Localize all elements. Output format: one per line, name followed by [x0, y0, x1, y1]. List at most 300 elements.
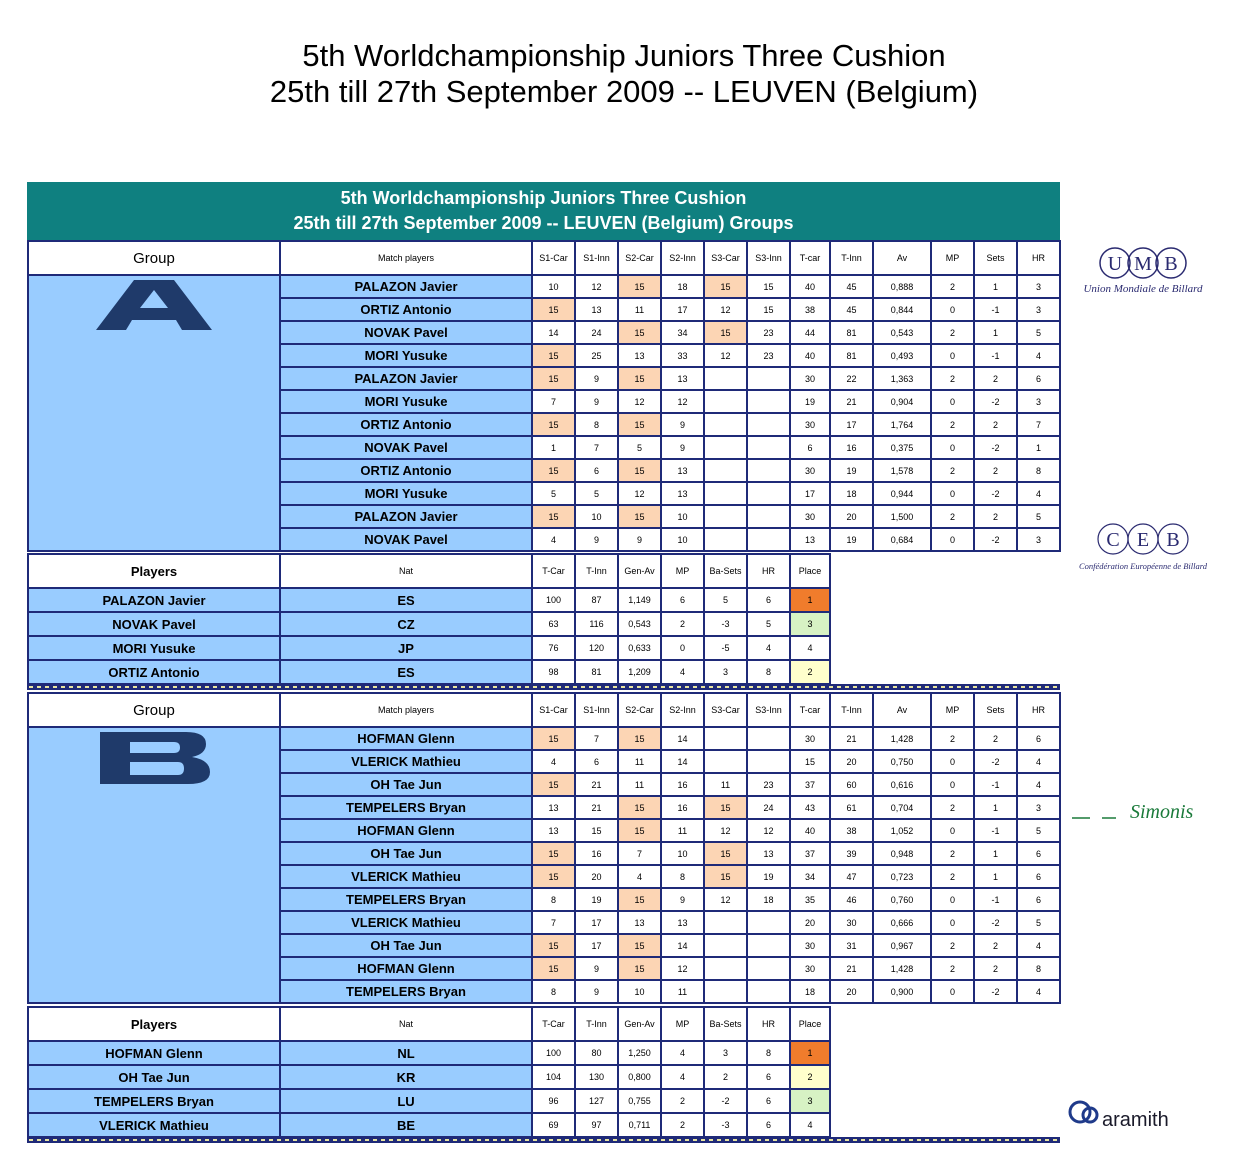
- umb-caption: Union Mondiale de Billard: [1083, 283, 1203, 295]
- standings-player-name: OH Tae Jun: [28, 1065, 280, 1089]
- match-player-name: PALAZON Javier: [280, 505, 532, 528]
- column-header: S1-Inn: [575, 241, 618, 275]
- column-header: MP: [931, 693, 974, 727]
- match-cell-s3i: 15: [747, 275, 790, 298]
- match-cell-ti: 30: [830, 911, 873, 934]
- match-cell-s2c: 15: [618, 819, 661, 842]
- match-cell-s3c: [704, 436, 747, 459]
- match-cell-av: 0,944: [873, 482, 931, 505]
- match-cell-s3c: 12: [704, 888, 747, 911]
- match-cell-tc: 17: [790, 482, 830, 505]
- match-cell-ti: 60: [830, 773, 873, 796]
- standings-row: [28, 1113, 830, 1137]
- match-cell-sets: -2: [974, 482, 1017, 505]
- match-cell-av: 1,764: [873, 413, 931, 436]
- column-header: T-car: [790, 241, 830, 275]
- match-cell-s1i: 17: [575, 911, 618, 934]
- column-header: T-Inn: [830, 241, 873, 275]
- match-cell-av: 0,493: [873, 344, 931, 367]
- match-cell-av: 1,428: [873, 957, 931, 980]
- group-a-match-table: [27, 240, 1061, 552]
- match-cell-s1c: 7: [532, 390, 575, 413]
- match-cell-s1c: 15: [532, 413, 575, 436]
- match-cell-s3i: [747, 505, 790, 528]
- match-cell-s1i: 13: [575, 298, 618, 321]
- match-cell-s1i: 15: [575, 819, 618, 842]
- standings-cell-tc: 96: [532, 1089, 575, 1113]
- aramith-logo: [1068, 1098, 1218, 1126]
- match-cell-hr: 5: [1017, 911, 1060, 934]
- standings-cell-tc: 100: [532, 1041, 575, 1065]
- standings-cell-mp: 2: [661, 1113, 704, 1137]
- column-header: HR: [1017, 241, 1060, 275]
- column-header: T-car: [790, 693, 830, 727]
- standings-row: [28, 636, 830, 660]
- match-cell-s1i: 6: [575, 459, 618, 482]
- standings-row: [28, 588, 830, 612]
- column-header: S2-Inn: [661, 693, 704, 727]
- standings-player-name: NOVAK Pavel: [28, 612, 280, 636]
- match-cell-av: 0,616: [873, 773, 931, 796]
- match-cell-s2i: 13: [661, 459, 704, 482]
- match-cell-hr: 4: [1017, 344, 1060, 367]
- standings-cell-mp: 4: [661, 1065, 704, 1089]
- standings-nat: JP: [280, 636, 532, 660]
- match-player-name: ORTIZ Antonio: [280, 413, 532, 436]
- match-cell-av: 0,888: [873, 275, 931, 298]
- match-cell-s3c: [704, 727, 747, 750]
- match-cell-s3c: [704, 750, 747, 773]
- match-cell-ti: 22: [830, 367, 873, 390]
- group-divider: [27, 684, 1060, 690]
- match-cell-s2i: 8: [661, 865, 704, 888]
- match-cell-tc: 15: [790, 750, 830, 773]
- match-cell-s3i: [747, 482, 790, 505]
- standings-cell-tc: 76: [532, 636, 575, 660]
- standings-row: [28, 660, 830, 684]
- match-cell-hr: 7: [1017, 413, 1060, 436]
- match-cell-s2c: 13: [618, 344, 661, 367]
- match-cell-mp: 2: [931, 413, 974, 436]
- standings-nat: LU: [280, 1089, 532, 1113]
- match-cell-s3c: [704, 459, 747, 482]
- match-cell-s3i: 12: [747, 819, 790, 842]
- match-cell-s3i: [747, 436, 790, 459]
- match-cell-s2i: 12: [661, 390, 704, 413]
- match-cell-s3i: 18: [747, 888, 790, 911]
- match-row: [28, 275, 1060, 298]
- groups-banner: [27, 182, 1060, 240]
- column-header: MP: [661, 554, 704, 588]
- match-cell-ti: 21: [830, 727, 873, 750]
- match-player-name: VLERICK Mathieu: [280, 911, 532, 934]
- column-header: T-Inn: [830, 693, 873, 727]
- match-cell-mp: 0: [931, 298, 974, 321]
- match-cell-ti: 20: [830, 505, 873, 528]
- match-cell-s2c: 15: [618, 459, 661, 482]
- match-cell-sets: -1: [974, 888, 1017, 911]
- match-cell-s1c: 1: [532, 436, 575, 459]
- umb-letter-m: M: [1134, 253, 1152, 275]
- simonis-wordmark: Simonis: [1130, 801, 1194, 823]
- match-cell-s1c: 15: [532, 459, 575, 482]
- standings-cell-tc: 100: [532, 588, 575, 612]
- match-cell-s1i: 6: [575, 750, 618, 773]
- match-cell-ti: 19: [830, 528, 873, 551]
- title-line-2: 25th till 27th September 2009 -- LEUVEN (Belgium): [269, 74, 979, 109]
- match-cell-tc: 40: [790, 344, 830, 367]
- column-header: S3-Inn: [747, 241, 790, 275]
- standings-cell-sets: 3: [704, 1041, 747, 1065]
- match-player-name: MORI Yusuke: [280, 482, 532, 505]
- match-cell-s1i: 9: [575, 528, 618, 551]
- match-cell-s2c: 12: [618, 390, 661, 413]
- column-header: Ba-Sets: [704, 554, 747, 588]
- match-cell-tc: 40: [790, 275, 830, 298]
- match-cell-s3i: 15: [747, 298, 790, 321]
- match-cell-hr: 6: [1017, 842, 1060, 865]
- match-cell-av: 0,967: [873, 934, 931, 957]
- column-header: Place: [790, 554, 830, 588]
- match-cell-s3c: 12: [704, 819, 747, 842]
- match-cell-hr: 3: [1017, 528, 1060, 551]
- match-cell-ti: 21: [830, 390, 873, 413]
- match-player-name: NOVAK Pavel: [280, 528, 532, 551]
- standings-cell-sets: -3: [704, 612, 747, 636]
- match-cell-s2c: 10: [618, 980, 661, 1003]
- match-cell-tc: 19: [790, 390, 830, 413]
- match-cell-tc: 37: [790, 773, 830, 796]
- match-cell-mp: 2: [931, 934, 974, 957]
- standings-cell-ti: 97: [575, 1113, 618, 1137]
- match-cell-s3i: 23: [747, 773, 790, 796]
- match-cell-s2c: 15: [618, 275, 661, 298]
- match-cell-s2c: 15: [618, 957, 661, 980]
- match-cell-s1c: 15: [532, 367, 575, 390]
- match-cell-sets: 2: [974, 505, 1017, 528]
- group-letter-cell: [28, 275, 280, 551]
- match-cell-ti: 81: [830, 344, 873, 367]
- match-cell-hr: 6: [1017, 888, 1060, 911]
- match-player-name: TEMPELERS Bryan: [280, 980, 532, 1003]
- match-player-name: VLERICK Mathieu: [280, 750, 532, 773]
- match-cell-s1i: 21: [575, 796, 618, 819]
- match-cell-s3c: 12: [704, 344, 747, 367]
- match-player-name: OH Tae Jun: [280, 842, 532, 865]
- match-cell-mp: 2: [931, 842, 974, 865]
- standings-place: 1: [790, 1041, 830, 1065]
- match-cell-av: 0,750: [873, 750, 931, 773]
- match-cell-tc: 43: [790, 796, 830, 819]
- standings-cell-hr: 6: [747, 1065, 790, 1089]
- match-cell-ti: 45: [830, 298, 873, 321]
- group-a-letter-icon: [96, 280, 212, 340]
- match-cell-s1i: 9: [575, 390, 618, 413]
- match-cell-sets: 2: [974, 413, 1017, 436]
- column-header: HR: [747, 554, 790, 588]
- standings-cell-mp: 6: [661, 588, 704, 612]
- match-cell-s2i: 9: [661, 436, 704, 459]
- match-cell-mp: 2: [931, 505, 974, 528]
- match-cell-av: 0,900: [873, 980, 931, 1003]
- match-cell-s1c: 15: [532, 842, 575, 865]
- column-header: T-Car: [532, 554, 575, 588]
- match-cell-av: 0,904: [873, 390, 931, 413]
- match-cell-tc: 38: [790, 298, 830, 321]
- match-cell-s1c: 13: [532, 819, 575, 842]
- match-cell-hr: 6: [1017, 367, 1060, 390]
- match-cell-tc: 34: [790, 865, 830, 888]
- match-cell-s3c: [704, 413, 747, 436]
- match-cell-s3i: [747, 528, 790, 551]
- standings-cell-ti: 120: [575, 636, 618, 660]
- match-cell-hr: 4: [1017, 980, 1060, 1003]
- match-cell-s1i: 20: [575, 865, 618, 888]
- match-cell-s3i: [747, 957, 790, 980]
- match-players-header: Match players: [280, 241, 532, 275]
- match-cell-s3c: [704, 911, 747, 934]
- match-cell-sets: -2: [974, 436, 1017, 459]
- match-cell-av: 0,666: [873, 911, 931, 934]
- match-cell-hr: 4: [1017, 482, 1060, 505]
- match-cell-s1i: 9: [575, 957, 618, 980]
- standings-cell-hr: 6: [747, 588, 790, 612]
- match-cell-av: 0,723: [873, 865, 931, 888]
- group-b-standings-table: [27, 1006, 831, 1138]
- match-player-name: MORI Yusuke: [280, 344, 532, 367]
- match-cell-hr: 6: [1017, 865, 1060, 888]
- match-cell-mp: 0: [931, 436, 974, 459]
- match-cell-s3i: [747, 367, 790, 390]
- match-cell-ti: 16: [830, 436, 873, 459]
- match-cell-ti: 61: [830, 796, 873, 819]
- match-cell-s1c: 15: [532, 505, 575, 528]
- match-cell-s2c: 11: [618, 773, 661, 796]
- group-header: Group: [28, 693, 280, 727]
- match-cell-av: 0,704: [873, 796, 931, 819]
- match-cell-mp: 0: [931, 390, 974, 413]
- match-cell-tc: 30: [790, 505, 830, 528]
- match-cell-ti: 17: [830, 413, 873, 436]
- match-cell-av: 0,375: [873, 436, 931, 459]
- standings-cell-tc: 98: [532, 660, 575, 684]
- aramith-wordmark: aramith: [1102, 1109, 1169, 1126]
- match-cell-hr: 3: [1017, 390, 1060, 413]
- match-cell-s3c: 15: [704, 275, 747, 298]
- match-cell-ti: 18: [830, 482, 873, 505]
- match-cell-mp: 2: [931, 865, 974, 888]
- match-cell-s3i: [747, 911, 790, 934]
- match-cell-ti: 20: [830, 750, 873, 773]
- match-cell-hr: 4: [1017, 934, 1060, 957]
- match-cell-s1c: 15: [532, 727, 575, 750]
- group-header: Group: [28, 241, 280, 275]
- column-header: S1-Car: [532, 241, 575, 275]
- match-cell-s1c: 10: [532, 275, 575, 298]
- standings-player-name: ORTIZ Antonio: [28, 660, 280, 684]
- players-header: Players: [28, 554, 280, 588]
- match-cell-sets: 2: [974, 957, 1017, 980]
- match-cell-s2c: 5: [618, 436, 661, 459]
- match-cell-s2i: 10: [661, 505, 704, 528]
- match-cell-av: 1,052: [873, 819, 931, 842]
- column-header: Sets: [974, 241, 1017, 275]
- match-cell-av: 0,948: [873, 842, 931, 865]
- column-header: S2-Car: [618, 693, 661, 727]
- match-cell-s3i: [747, 750, 790, 773]
- match-cell-s1c: 15: [532, 934, 575, 957]
- standings-cell-gav: 0,543: [618, 612, 661, 636]
- group-letter-cell: [28, 727, 280, 1003]
- match-cell-hr: 1: [1017, 436, 1060, 459]
- standings-nat: NL: [280, 1041, 532, 1065]
- match-cell-s3i: 24: [747, 796, 790, 819]
- match-players-header: Match players: [280, 693, 532, 727]
- match-cell-sets: 2: [974, 459, 1017, 482]
- match-cell-mp: 0: [931, 528, 974, 551]
- standings-player-name: MORI Yusuke: [28, 636, 280, 660]
- match-cell-mp: 2: [931, 367, 974, 390]
- match-cell-s2i: 13: [661, 367, 704, 390]
- standings-place: 3: [790, 1089, 830, 1113]
- match-cell-mp: 0: [931, 980, 974, 1003]
- page-title: [0, 38, 1248, 110]
- banner-line-1: 5th Worldchampionship Juniors Three Cushion: [340, 188, 747, 208]
- match-cell-s1c: 8: [532, 980, 575, 1003]
- match-cell-s2i: 14: [661, 750, 704, 773]
- column-header: HR: [747, 1007, 790, 1041]
- match-cell-s1c: 5: [532, 482, 575, 505]
- match-player-name: PALAZON Javier: [280, 275, 532, 298]
- column-header: S3-Car: [704, 693, 747, 727]
- match-cell-s2c: 7: [618, 842, 661, 865]
- match-cell-tc: 30: [790, 413, 830, 436]
- standings-cell-tc: 104: [532, 1065, 575, 1089]
- match-cell-s3c: [704, 367, 747, 390]
- column-header: S3-Inn: [747, 693, 790, 727]
- match-cell-s3c: 12: [704, 298, 747, 321]
- match-cell-s3c: [704, 934, 747, 957]
- match-cell-s1i: 16: [575, 842, 618, 865]
- match-cell-tc: 30: [790, 934, 830, 957]
- column-header: S2-Inn: [661, 241, 704, 275]
- match-player-name: TEMPELERS Bryan: [280, 796, 532, 819]
- group-b-match-table: [27, 692, 1061, 1004]
- group-b-letter-icon: [96, 732, 212, 792]
- column-header: Av: [873, 693, 931, 727]
- standings-cell-ti: 116: [575, 612, 618, 636]
- standings-row: [28, 1089, 830, 1113]
- standings-cell-gav: 1,149: [618, 588, 661, 612]
- match-cell-tc: 6: [790, 436, 830, 459]
- match-cell-s3i: 13: [747, 842, 790, 865]
- standings-place: 2: [790, 660, 830, 684]
- standings-cell-tc: 69: [532, 1113, 575, 1137]
- match-player-name: PALAZON Javier: [280, 367, 532, 390]
- match-cell-s1i: 25: [575, 344, 618, 367]
- standings-cell-sets: 3: [704, 660, 747, 684]
- standings-place: 2: [790, 1065, 830, 1089]
- match-cell-s2i: 16: [661, 796, 704, 819]
- match-cell-s1i: 21: [575, 773, 618, 796]
- standings-cell-mp: 0: [661, 636, 704, 660]
- match-cell-mp: 0: [931, 482, 974, 505]
- match-player-name: OH Tae Jun: [280, 934, 532, 957]
- standings-place: 1: [790, 588, 830, 612]
- standings-cell-gav: 0,755: [618, 1089, 661, 1113]
- match-cell-sets: 1: [974, 796, 1017, 819]
- match-player-name: TEMPELERS Bryan: [280, 888, 532, 911]
- standings-cell-gav: 0,711: [618, 1113, 661, 1137]
- umb-letter-b: B: [1164, 253, 1178, 275]
- match-cell-s1i: 19: [575, 888, 618, 911]
- match-cell-sets: 1: [974, 865, 1017, 888]
- match-cell-s3c: [704, 980, 747, 1003]
- match-cell-s2c: 15: [618, 796, 661, 819]
- match-cell-s3i: [747, 980, 790, 1003]
- match-cell-av: 0,684: [873, 528, 931, 551]
- ceb-letter-b: B: [1166, 529, 1180, 551]
- standings-player-name: PALAZON Javier: [28, 588, 280, 612]
- standings-cell-mp: 2: [661, 1089, 704, 1113]
- standings-row: [28, 1065, 830, 1089]
- match-player-name: HOFMAN Glenn: [280, 727, 532, 750]
- match-cell-mp: 2: [931, 957, 974, 980]
- match-cell-s1i: 17: [575, 934, 618, 957]
- match-cell-s1i: 24: [575, 321, 618, 344]
- match-cell-hr: 5: [1017, 321, 1060, 344]
- ceb-logo: [1065, 520, 1225, 574]
- umb-logo: [1065, 244, 1225, 296]
- column-header: Gen-Av: [618, 1007, 661, 1041]
- match-cell-s3c: 15: [704, 321, 747, 344]
- match-cell-s3c: 15: [704, 842, 747, 865]
- match-cell-s2i: 9: [661, 413, 704, 436]
- standings-place: 3: [790, 612, 830, 636]
- column-header: S1-Car: [532, 693, 575, 727]
- standings-cell-mp: 2: [661, 612, 704, 636]
- match-cell-hr: 5: [1017, 505, 1060, 528]
- standings-cell-gav: 0,800: [618, 1065, 661, 1089]
- match-cell-s3c: [704, 390, 747, 413]
- match-cell-ti: 46: [830, 888, 873, 911]
- standings-cell-sets: 5: [704, 588, 747, 612]
- standings-row: [28, 612, 830, 636]
- match-cell-tc: 13: [790, 528, 830, 551]
- match-cell-hr: 5: [1017, 819, 1060, 842]
- match-cell-s2c: 15: [618, 367, 661, 390]
- match-cell-s2i: 14: [661, 934, 704, 957]
- standings-cell-hr: 5: [747, 612, 790, 636]
- standings-cell-sets: -5: [704, 636, 747, 660]
- column-header: S1-Inn: [575, 693, 618, 727]
- standings-cell-ti: 80: [575, 1041, 618, 1065]
- match-cell-ti: 20: [830, 980, 873, 1003]
- ceb-letter-c: C: [1106, 529, 1120, 551]
- match-cell-mp: 0: [931, 819, 974, 842]
- standings-nat: KR: [280, 1065, 532, 1089]
- match-cell-mp: 0: [931, 344, 974, 367]
- match-cell-s3i: [747, 413, 790, 436]
- match-cell-tc: 30: [790, 957, 830, 980]
- standings-nat: ES: [280, 588, 532, 612]
- match-cell-s1i: 5: [575, 482, 618, 505]
- standings-cell-hr: 6: [747, 1089, 790, 1113]
- column-header: Gen-Av: [618, 554, 661, 588]
- match-cell-s2c: 4: [618, 865, 661, 888]
- standings-cell-sets: 2: [704, 1065, 747, 1089]
- column-header: Place: [790, 1007, 830, 1041]
